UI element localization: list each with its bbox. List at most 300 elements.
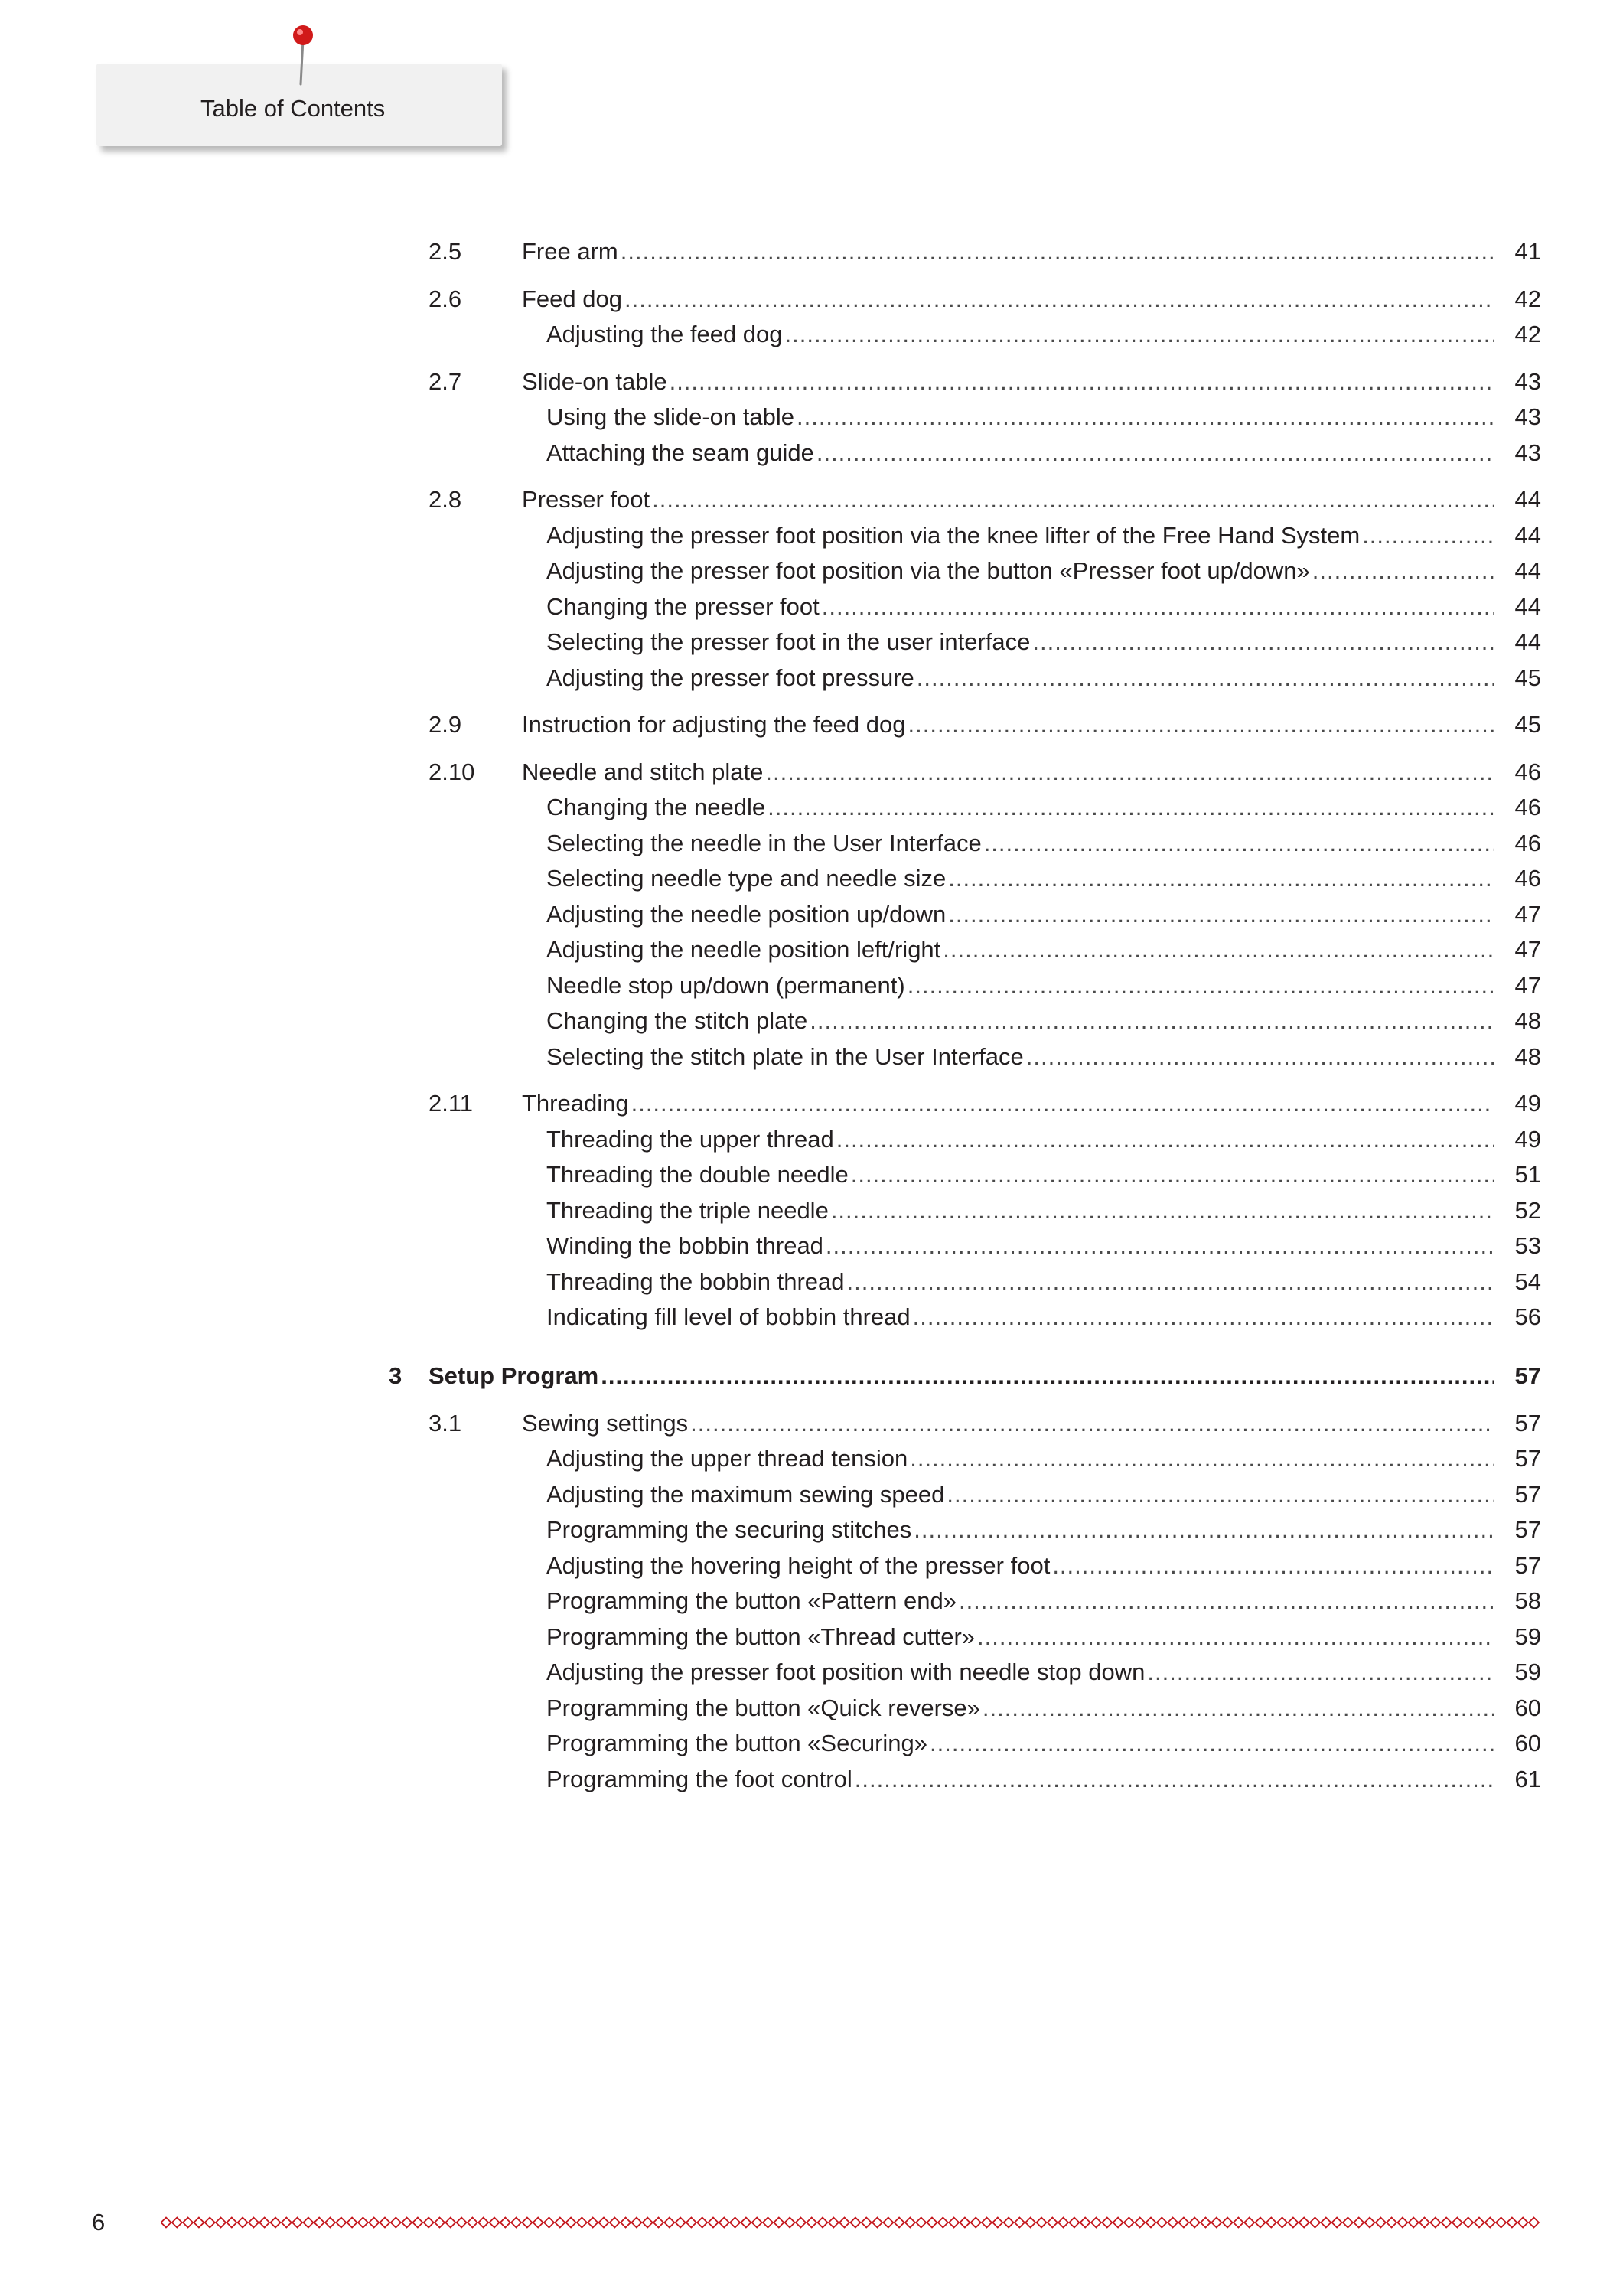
ornament-diamond [697,2218,707,2228]
ornament-diamond [1146,2218,1156,2228]
ornament-diamond [1157,2218,1167,2228]
ornament-diamond [895,2218,904,2228]
ornament-diamond [577,2218,587,2228]
toc-subsection-row[interactable] [0,1440,1623,1478]
toc-page-number: 58 [1514,1587,1541,1614]
toc-subsection-row[interactable] [0,1724,1623,1763]
toc-subsection-row[interactable] [0,1511,1623,1549]
toc-dot-leader [652,481,1494,519]
ornament-diamond [325,2218,335,2228]
ornament-diamond [314,2218,324,2228]
toc-entry [546,1120,1494,1159]
toc-dot-leader [690,1404,1494,1443]
ornament-diamond [490,2218,500,2228]
toc-subsection-row[interactable] [0,859,1623,898]
ornament-diamond [1288,2218,1298,2228]
toc-dot-leader [816,434,1494,472]
ornament-diamond [1475,2218,1484,2228]
toc-dot-leader [1026,1038,1494,1076]
ornament-diamond [227,2218,236,2228]
toc-entry [522,233,1494,271]
ornament-diamond [763,2218,773,2228]
toc-dot-leader [826,1227,1494,1265]
toc-title: Threading the bobbin thread [546,1268,845,1295]
toc-page-number: 45 [1514,711,1541,738]
ornament-diamond [522,2218,532,2228]
toc-entry [546,1192,1494,1230]
toc-title: Programming the button «Thread cutter» [546,1623,976,1650]
ornament-diamond [883,2218,893,2228]
toc-dot-leader [913,1298,1494,1336]
toc-dot-leader [947,1476,1494,1514]
ornament-diamond [468,2218,477,2228]
toc-entry [546,931,1494,969]
toc-dot-leader [822,588,1494,626]
toc-page-number: 45 [1514,664,1541,691]
toc-entry [522,1084,1494,1123]
ornament-diamond [1091,2218,1101,2228]
toc-page-number: 43 [1514,403,1541,430]
toc-page-number: 47 [1514,901,1541,928]
toc-title: Changing the stitch plate [546,1007,808,1034]
toc-section-row[interactable] [0,280,1623,318]
toc-entry [546,1038,1494,1076]
ornament-diamond [905,2218,915,2228]
toc-dot-leader [910,1440,1494,1478]
toc-section-row[interactable] [0,1404,1623,1443]
ornament-diamond [631,2218,641,2228]
ornament-diamond [1310,2218,1320,2228]
toc-subsection-row[interactable] [0,1618,1623,1656]
toc-dot-leader [930,1724,1494,1763]
toc-entry [429,1357,1494,1395]
ornament-diamond [664,2218,674,2228]
toc-dot-leader [914,1511,1494,1549]
toc-title: Slide-on table [522,368,667,395]
toc-number: 2.8 [429,486,462,513]
toc-entry [546,1760,1494,1799]
ornament-diamond [369,2218,379,2228]
toc-page-number: 49 [1514,1090,1541,1117]
toc-subsection-row[interactable] [0,623,1623,661]
toc-dot-leader [959,1582,1494,1620]
toc-dot-leader [797,398,1494,436]
ornament-diamond [1113,2218,1123,2228]
toc-entry [546,1547,1494,1585]
toc-dot-leader [1052,1547,1494,1585]
ornament-diamond [1069,2218,1079,2228]
toc-entry [546,788,1494,827]
toc-title: Programming the button «Securing» [546,1730,928,1756]
ornament-diamond [1442,2218,1452,2228]
ornament-diamond [457,2218,467,2228]
toc-subsection-row[interactable] [0,1120,1623,1159]
ornament-diamond [380,2218,390,2228]
ornament-diamond [1025,2218,1035,2228]
toc-subsection-row[interactable] [0,931,1623,969]
ornament-diamond [1463,2218,1473,2228]
ornament-diamond [752,2218,762,2228]
toc-entry [546,1440,1494,1478]
toc-dot-leader [948,895,1494,934]
ornament-diamond [1343,2218,1353,2228]
toc-page-number: 59 [1514,1623,1541,1650]
ornament-diamond [1496,2218,1506,2228]
footer-diamond-ornament [161,2214,1543,2231]
ornament-diamond [1211,2218,1221,2228]
toc-entry [546,659,1494,697]
ornament-diamond [938,2218,948,2228]
ornament-diamond [872,2218,882,2228]
ornament-diamond [1387,2218,1396,2228]
toc-title: Adjusting the presser foot position via the button «Presser foot up/down» [546,557,1310,584]
toc-dot-leader [836,1120,1494,1159]
ornament-diamond [730,2218,740,2228]
toc-entry [546,1476,1494,1514]
ornament-diamond [544,2218,554,2228]
toc-page-number: 44 [1514,557,1541,584]
ornament-diamond [1234,2218,1243,2228]
toc-page-number: 51 [1514,1161,1541,1188]
toc-title: Programming the button «Pattern end» [546,1587,957,1614]
ornament-diamond [282,2218,292,2228]
toc-subsection-row[interactable] [0,967,1623,1005]
toc-page-number: 44 [1514,593,1541,620]
toc-entry [522,1404,1494,1443]
toc-page-number: 46 [1514,794,1541,820]
toc-page-number: 46 [1514,830,1541,856]
ornament-diamond [511,2218,521,2228]
ornament-diamond [303,2218,313,2228]
toc-page-number: 60 [1514,1730,1541,1756]
toc-dot-leader [983,1689,1494,1727]
toc-entry [546,1618,1494,1656]
toc-page-number: 44 [1514,522,1541,549]
toc-title: Changing the presser foot [546,593,820,620]
ornament-diamond [916,2218,926,2228]
toc-subsection-row[interactable] [0,1689,1623,1727]
toc-entry [546,1227,1494,1265]
push-pin-icon [280,17,326,86]
toc-page-number: 48 [1514,1043,1541,1070]
ornament-diamond [1080,2218,1090,2228]
toc-title: Instruction for adjusting the feed dog [522,711,906,738]
ornament-diamond [1430,2218,1440,2228]
toc-entry [546,967,1494,1005]
toc-subsection-row[interactable] [0,1760,1623,1799]
toc-page-number: 57 [1514,1516,1541,1543]
ornament-diamond [588,2218,598,2228]
toc-title: Adjusting the needle position left/right [546,936,941,963]
toc-subsection-row[interactable] [0,1038,1623,1076]
toc-title: Indicating fill level of bobbin thread [546,1303,911,1330]
ornament-diamond [1256,2218,1266,2228]
ornament-diamond [1376,2218,1386,2228]
ornament-diamond [1190,2218,1200,2228]
toc-subsection-row[interactable] [0,1227,1623,1265]
toc-dot-leader [601,1357,1494,1395]
toc-subsection-row[interactable] [0,824,1623,863]
toc-title: Attaching the seam guide [546,439,814,466]
ornament-diamond [785,2218,795,2228]
ornament-diamond [1004,2218,1014,2228]
toc-subsection-row[interactable] [0,895,1623,934]
toc-section-row[interactable] [0,363,1623,401]
toc-title: Programming the button «Quick reverse» [546,1694,980,1721]
toc-page-number: 57 [1514,1410,1541,1437]
toc-page-number: 57 [1514,1362,1541,1389]
ornament-diamond [1529,2218,1539,2228]
toc-title: Selecting the presser foot in the user interface [546,628,1031,655]
ornament-diamond [500,2218,510,2228]
toc-dot-leader [621,233,1494,271]
toc-title: Adjusting the hovering height of the presser foot [546,1552,1051,1579]
toc-page-number: 43 [1514,368,1541,395]
toc-subsection-row[interactable] [0,1192,1623,1230]
toc-dot-leader [908,706,1495,744]
ornament-diamond [172,2218,182,2228]
toc-number: 3.1 [429,1410,462,1437]
toc-entry [522,481,1494,519]
ornament-diamond [599,2218,609,2228]
toc-page-number: 44 [1514,628,1541,655]
toc-dot-leader [631,1084,1494,1123]
toc-title: Threading the double needle [546,1161,849,1188]
toc-dot-leader [1362,517,1494,555]
toc-page-number: 42 [1514,285,1541,312]
toc-entry [546,1511,1494,1549]
ornament-diamond [1058,2218,1068,2228]
toc-subsection-row[interactable] [0,552,1623,590]
ornament-diamond [1354,2218,1364,2228]
ornament-diamond [271,2218,281,2228]
toc-section-row[interactable] [0,1084,1623,1123]
ornament-diamond [292,2218,302,2228]
toc-title: Winding the bobbin thread [546,1232,823,1259]
toc-entry [546,1156,1494,1194]
toc-entry [522,363,1494,401]
ornament-diamond [249,2218,259,2228]
toc-title: Programming the securing stitches [546,1516,912,1543]
toc-page-number: 43 [1514,439,1541,466]
ornament-diamond [1397,2218,1407,2228]
toc-subsection-row[interactable] [0,1156,1623,1194]
ornament-diamond [1135,2218,1145,2228]
toc-entry [546,895,1494,934]
toc-subsection-row[interactable] [0,398,1623,436]
ornament-diamond [259,2218,269,2228]
ornament-diamond [686,2218,696,2228]
toc-entry [546,824,1494,863]
toc-title: Using the slide-on table [546,403,794,430]
ornament-diamond [1332,2218,1342,2228]
toc-section-row[interactable] [0,706,1623,744]
ornament-diamond [1365,2218,1375,2228]
toc-page-number: 46 [1514,758,1541,785]
ornament-diamond [709,2218,719,2228]
ornament-diamond [216,2218,226,2228]
toc-title: Needle and stitch plate [522,758,764,785]
toc-subsection-row[interactable] [0,1002,1623,1040]
ornament-diamond [566,2218,576,2228]
toc-section-row[interactable] [0,481,1623,519]
ornament-diamond [435,2218,445,2228]
toc-title: Adjusting the feed dog [546,321,783,347]
toc-title: Threading the upper thread [546,1126,834,1153]
ornament-diamond [445,2218,455,2228]
toc-entry [546,434,1494,472]
ornament-diamond [839,2218,849,2228]
ornament-diamond [1277,2218,1287,2228]
toc-title: Sewing settings [522,1410,689,1437]
toc-section-row[interactable] [0,233,1623,271]
ornament-diamond [1452,2218,1462,2228]
toc-subsection-row[interactable] [0,1547,1623,1585]
toc-page-number: 46 [1514,865,1541,892]
toc-dot-leader [670,363,1494,401]
toc-page-number: 48 [1514,1007,1541,1034]
ornament-diamond [719,2218,729,2228]
ornament-diamond [796,2218,806,2228]
toc-title: Threading [522,1090,629,1117]
ornament-diamond [391,2218,401,2228]
toc-entry [546,398,1494,436]
toc-title: Feed dog [522,285,622,312]
toc-subsection-row[interactable] [0,788,1623,827]
ornament-diamond [347,2218,357,2228]
ornament-diamond [621,2218,631,2228]
toc-title: Adjusting the needle position up/down [546,901,947,928]
toc-title: Setup Program [429,1362,599,1389]
toc-section-row[interactable] [0,753,1623,791]
toc-dot-leader [847,1263,1494,1301]
toc-title: Threading the triple needle [546,1197,829,1224]
toc-entry [522,280,1494,318]
ornament-diamond [741,2218,751,2228]
ornament-diamond [1168,2218,1178,2228]
toc-page-number: 57 [1514,1552,1541,1579]
toc-subsection-row[interactable] [0,1298,1623,1336]
toc-number: 2.10 [429,758,475,785]
toc-entry [546,517,1494,555]
ornament-diamond [205,2218,215,2228]
ornament-diamond [424,2218,434,2228]
toc-subsection-row[interactable] [0,1582,1623,1620]
toc-dot-leader [624,280,1494,318]
toc-subsection-row[interactable] [0,1653,1623,1691]
toc-page-number: 59 [1514,1658,1541,1685]
ornament-diamond [183,2218,193,2228]
ornament-diamond [402,2218,412,2228]
toc-entry [546,623,1494,661]
toc-page-number: 60 [1514,1694,1541,1721]
toc-page-number: 44 [1514,486,1541,513]
toc-dot-leader [908,967,1494,1005]
toc-entry [546,859,1494,898]
ornament-diamond [1102,2218,1112,2228]
ornament-diamond [358,2218,368,2228]
ornament-diamond [992,2218,1002,2228]
ornament-diamond [1201,2218,1211,2228]
toc-title: Changing the needle [546,794,766,820]
toc-subsection-row[interactable] [0,1476,1623,1514]
toc-dot-leader [1312,552,1494,590]
toc-entry [522,706,1494,744]
toc-subsection-row[interactable] [0,434,1623,472]
ornament-diamond [1223,2218,1233,2228]
toc-dot-leader [810,1002,1494,1040]
toc-number: 2.5 [429,238,462,265]
toc-subsection-row[interactable] [0,659,1623,697]
ornament-diamond [412,2218,422,2228]
ornament-diamond [850,2218,860,2228]
toc-page-number: 47 [1514,936,1541,963]
ornament-diamond [194,2218,204,2228]
toc-subsection-row[interactable] [0,588,1623,626]
ornament-diamond [555,2218,565,2228]
page-number: 6 [92,2209,106,2236]
ornament-diamond [1507,2218,1517,2228]
toc-page-number: 61 [1514,1766,1541,1792]
toc-title: Selecting needle type and needle size [546,865,947,892]
ornament-diamond [610,2218,620,2228]
toc-title: Needle stop up/down (permanent) [546,972,905,999]
ornament-diamond [1048,2218,1058,2228]
toc-title: Adjusting the maximum sewing speed [546,1481,945,1508]
ornament-diamond [676,2218,686,2228]
toc-page-number: 57 [1514,1445,1541,1472]
toc-number: 2.9 [429,711,462,738]
toc-title: Adjusting the presser foot position with needle stop down [546,1658,1146,1685]
ornament-diamond [1419,2218,1429,2228]
toc-page-number: 53 [1514,1232,1541,1259]
toc-dot-leader [977,1618,1494,1656]
toc-page-number: 49 [1514,1126,1541,1153]
toc-page-number: 57 [1514,1481,1541,1508]
toc-number: 2.11 [429,1090,474,1117]
ornament-diamond [949,2218,959,2228]
ornament-diamond [829,2218,839,2228]
toc-dot-leader [855,1760,1494,1799]
toc-subsection-row[interactable] [0,517,1623,555]
ornament-diamond [1124,2218,1134,2228]
toc-dot-leader [851,1156,1494,1194]
ornament-diamond [533,2218,543,2228]
toc-title: Adjusting the presser foot pressure [546,664,914,691]
toc-title: Selecting the stitch plate in the User Interface [546,1043,1024,1070]
toc-title: Adjusting the presser foot position via the knee lifter of the Free Hand System [546,522,1361,549]
toc-title: Adjusting the upper thread tension [546,1445,908,1472]
ornament-diamond [478,2218,488,2228]
ornament-diamond [653,2218,663,2228]
toc-chapter-row[interactable] [0,1357,1623,1395]
toc-subsection-row[interactable] [0,1263,1623,1301]
ornament-diamond [1266,2218,1276,2228]
ornament-diamond [1409,2218,1419,2228]
ornament-diamond [807,2218,816,2228]
ornament-diamond [643,2218,653,2228]
ornament-diamond [818,2218,828,2228]
toc-dot-leader [1032,623,1494,661]
toc-dot-leader [1147,1653,1494,1691]
toc-number: 2.7 [429,368,462,395]
toc-number: 3 [389,1362,402,1389]
toc-title: Selecting the needle in the User Interface [546,830,982,856]
toc-subsection-row[interactable] [0,315,1623,354]
ornament-diamond [774,2218,784,2228]
toc-entry [546,1724,1494,1763]
toc-page-number: 56 [1514,1303,1541,1330]
